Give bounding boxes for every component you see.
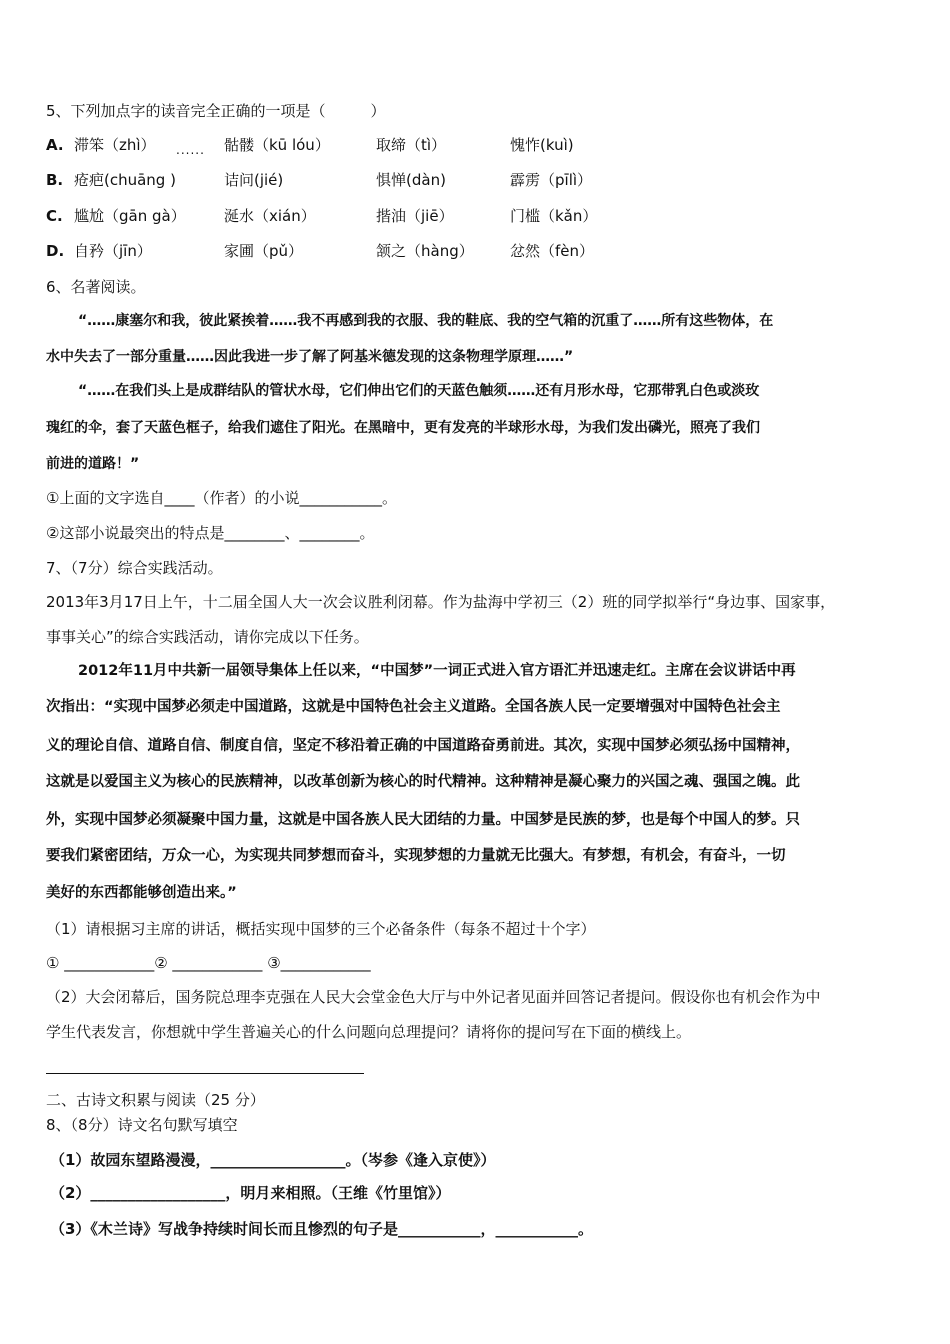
passage-line: 美好的东西都能够创造出来。” — [46, 885, 237, 901]
excerpt-line: 前进的道路！” — [46, 456, 140, 472]
task-1-blanks[interactable]: ① ____________② ____________ ③____________ — [46, 954, 371, 972]
option-item: 颔之（hàng） — [376, 242, 474, 260]
answer-line[interactable] — [46, 1073, 364, 1074]
passage-line: 外，实现中国梦必须凝聚中国力量，这就是中国各族人民大团结的力量。中国梦是民族的梦，也是每个中国人的梦。只 — [46, 812, 800, 828]
q6-subquestion-2[interactable]: ②这部小说最突出的特点是________、________。 — [46, 524, 375, 542]
emphasis-dots: ...... — [176, 143, 205, 157]
option-item: 揩油（jiē） — [376, 207, 454, 225]
passage-line: 要我们紧密团结，万众一心，为实现共同梦想而奋斗，实现梦想的力量就无比强大。有梦想，有机会，有奋斗，一切 — [46, 848, 786, 864]
option-label: C. — [46, 207, 63, 225]
q6-title: 6、名著阅读。 — [46, 278, 146, 296]
task-2-line: 学生代表发言，你想就中学生普遍关心的什么问题向总理提问？请将你的提问写在下面的横线上。 — [46, 1023, 692, 1041]
section-title: 二、古诗文积累与阅读（25 分） — [46, 1091, 265, 1109]
fill-blank-item[interactable]: （3）《木兰诗》写战争持续时间长而且惨烈的句子是___________，___________。 — [50, 1220, 593, 1238]
excerpt-line: “……在我们头上是成群结队的管状水母，它们伸出它们的天蓝色触须……还有月形水母，它那带乳白色或淡玫 — [78, 383, 760, 399]
q6-subquestion-1[interactable]: ①上面的文字选自____（作者）的小说___________。 — [46, 489, 397, 507]
task-2-line: （2）大会闭幕后，国务院总理李克强在人民大会堂金色大厅与中外记者见面并回答记者提问。假设你也有机会作为中 — [46, 988, 821, 1006]
option-item: 骷髅（kū lóu） — [224, 136, 330, 154]
option-item: 取缔（tì） — [376, 136, 447, 154]
option-label: B. — [46, 171, 64, 189]
q5-title: 5、下列加点字的读音完全正确的一项是（ ） — [46, 102, 386, 120]
excerpt-line: 水中失去了一部分重量……因此我进一步了解了阿基米德发现的这条物理学原理……” — [46, 349, 574, 365]
q7-title: 7、（7分）综合实践活动。 — [46, 559, 223, 577]
option-item: 霹雳（pīlì） — [510, 171, 593, 189]
passage-line: 这就是以爱国主义为核心的民族精神，以改革创新为核心的时代精神。这种精神是凝心聚力的兴国之魂、强国之魄。此 — [46, 774, 800, 790]
option-item: 滞笨（zhì） — [74, 136, 156, 154]
option-item: 疮疤(chuāng ) — [74, 171, 176, 189]
option-item: 尴尬（gān gà） — [74, 207, 186, 225]
fill-blank-item[interactable]: （2）__________________，明月来相照。（王维《竹里馆》） — [50, 1184, 451, 1202]
option-item: 诘问(jié) — [224, 171, 284, 189]
excerpt-line: 瑰红的伞，套了天蓝色框子，给我们遮住了阳光。在黑暗中，更有发亮的半球形水母，为我们发出磷光，照亮了我们 — [46, 420, 760, 436]
option-item: 涎水（xián） — [224, 207, 316, 225]
option-item: 忿然（fèn） — [510, 242, 595, 260]
passage-line: 义的理论自信、道路自信、制度自信，坚定不移沿着正确的中国道路奋勇前进。其次，实现中国梦必须弘扬中国精神， — [46, 738, 800, 754]
intro-line: 2013年3月17日上午，十二届全国人大一次会议胜利闭幕。作为盐海中学初三（2）班的同学拟举行“身边事、国家事， — [46, 593, 836, 611]
fill-blank-item[interactable]: （1）故园东望路漫漫，__________________。（岑参《逢入京使》） — [50, 1151, 496, 1169]
passage-line: 次指出：“实现中国梦必须走中国道路，这就是中国特色社会主义道路。全国各族人民一定要增强对中国特色社会主 — [46, 699, 781, 715]
passage-line: 2012年11月中共新一届领导集体上任以来，“中国梦”一词正式进入官方语汇并迅速走红。主席在会议讲话中再 — [78, 663, 796, 679]
option-label: A. — [46, 136, 64, 154]
option-label: D. — [46, 242, 65, 260]
option-item: 家圃（pǔ） — [224, 242, 304, 260]
option-item: 门槛（kǎn） — [510, 207, 598, 225]
intro-line: 事事关心”的综合实践活动，请你完成以下任务。 — [46, 628, 369, 646]
option-item: 愧怍(kuì) — [510, 136, 574, 154]
q8-title: 8、（8分）诗文名句默写填空 — [46, 1116, 238, 1134]
excerpt-line: “……康塞尔和我，彼此紧挨着……我不再感到我的衣服、我的鞋底、我的空气箱的沉重了……所有这些物体，在 — [78, 313, 774, 329]
option-item: 惧惮(dàn) — [376, 171, 446, 189]
task-1: （1）请根据习主席的讲话，概括实现中国梦的三个必备条件（每条不超过十个字） — [46, 920, 596, 938]
option-item: 自矜（jīn） — [74, 242, 152, 260]
